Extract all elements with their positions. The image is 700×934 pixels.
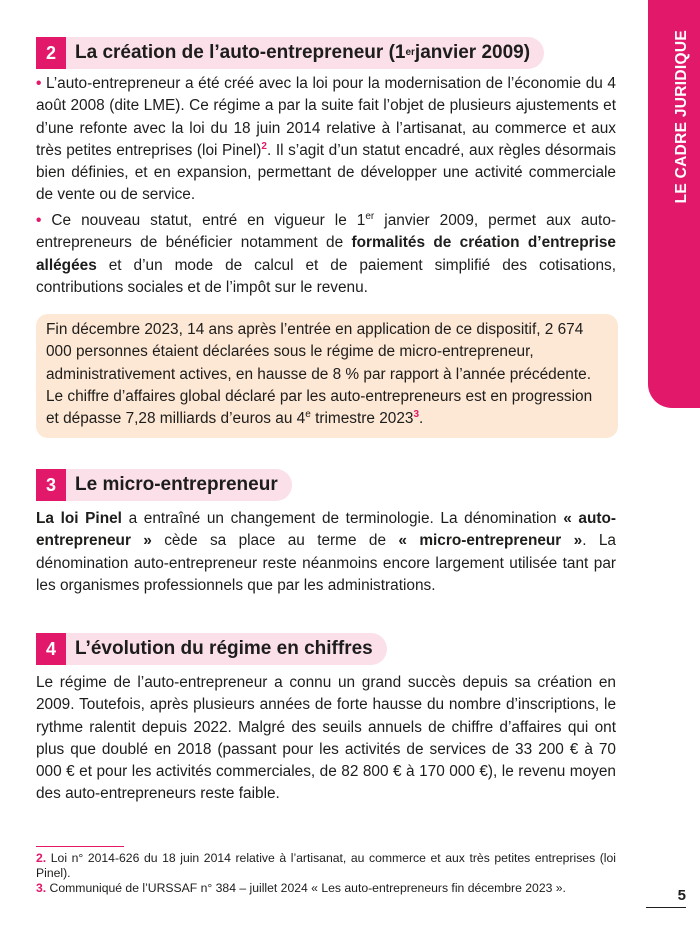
footnote-ref-3[interactable]: 3	[413, 409, 420, 421]
section-2-heading	[36, 37, 544, 69]
bullet: •	[36, 75, 42, 92]
statistics-callout	[36, 314, 618, 438]
section-3-title: Le micro-entrepreneur	[75, 474, 278, 495]
footnote-3: 3. Communiqué de l’URSSAF n° 384 – juillet 2024 « Les auto-entrepreneurs fin décembre 2023 ».	[36, 881, 566, 895]
page-number: 5	[646, 887, 686, 908]
footnotes	[36, 851, 616, 896]
section-4-number: 4	[36, 633, 66, 665]
section-3-number: 3	[36, 469, 66, 501]
footnote-divider	[36, 846, 124, 847]
footnote-ref-2[interactable]: 2	[261, 140, 267, 152]
section-2-title: La création de l’auto-entrepreneur (1 er janvier 2009)	[75, 42, 531, 63]
section-2-paragraph-2: • Ce nouveau statut, entré en vigueur le 1er janvier 2009, permet aux auto-entrepreneurs de bénéficier notamment de formalités de création d’entreprise allégées et d’un mode de calcul et de paiement simplifié des cotisations, contributions sociales et de l’impôt sur le revenu.	[36, 210, 616, 296]
chapter-tab	[648, 0, 700, 408]
section-4-title: L’évolution du régime en chiffres	[75, 638, 373, 659]
callout-text: Fin décembre 2023, 14 ans après l’entrée en application de ce dispositif, 2 674 000 personnes étaient déclarées sous le régime de micro-entrepreneur, administrativement actives, en hausse de 8 % par rapport à l’année précédente. Le chiffre d’affaires global déclaré par les auto-entrepreneurs est en progression et dépasse 7,28 milliards d’euros au 4e trimestre 2023$^3$.	[46, 321, 593, 428]
section-3-paragraph: La loi Pinel a entraîné un changement de terminologie. La dénomination « auto-entrepreneur » cède sa place au terme de « micro-entrepreneur ». La dénomination auto-entrepreneur reste néanmoins encore largement utilisée tant par les organismes professionnels que par les administrations.	[36, 510, 617, 594]
chapter-tab-label: LE CADRE JURIDIQUE	[673, 30, 690, 204]
section-2-paragraph-1: • L’auto-entrepreneur a été créé avec la loi pour la modernisation de l’économie du 4 août 2008 (dite LME). Ce régime a par la suite fait l’objet de plusieurs ajustements et d’une refonte avec la loi du 18 juin 2014 relative à l’artisanat, au commerce et aux très petites entreprises (loi Pinel)$^2$. Il s’agit d’un statut encadré, aux règles désormais bien définies, et en expansion, permettant de développer une activité commerciale de vente ou de service.	[36, 75, 616, 204]
bullet: •	[36, 212, 42, 229]
section-4-paragraph: Le régime de l’auto-entrepreneur a connu un grand succès depuis sa création en 2009. Toutefois, après plusieurs années de forte hausse du nombre d’inscriptions, le rythme ralentit depuis 2022. Malgré des seuils annuels de chiffre d’affaires qui ont plus que doublé en 2018 (passant pour les activités de services de 33 200 € à 70 000 € et pour les activités commerciales, de 82 800 € à 170 000 €), le revenu moyen des auto-entrepreneurs reste faible.	[36, 674, 616, 803]
section-3-heading	[36, 469, 292, 501]
section-2-number: 2	[36, 37, 66, 69]
footnote-2: 2. Loi n° 2014-626 du 18 juin 2014 relative à l’artisanat, au commerce et aux très petites entreprises (loi Pinel).	[36, 851, 616, 880]
section-4-heading	[36, 633, 387, 665]
